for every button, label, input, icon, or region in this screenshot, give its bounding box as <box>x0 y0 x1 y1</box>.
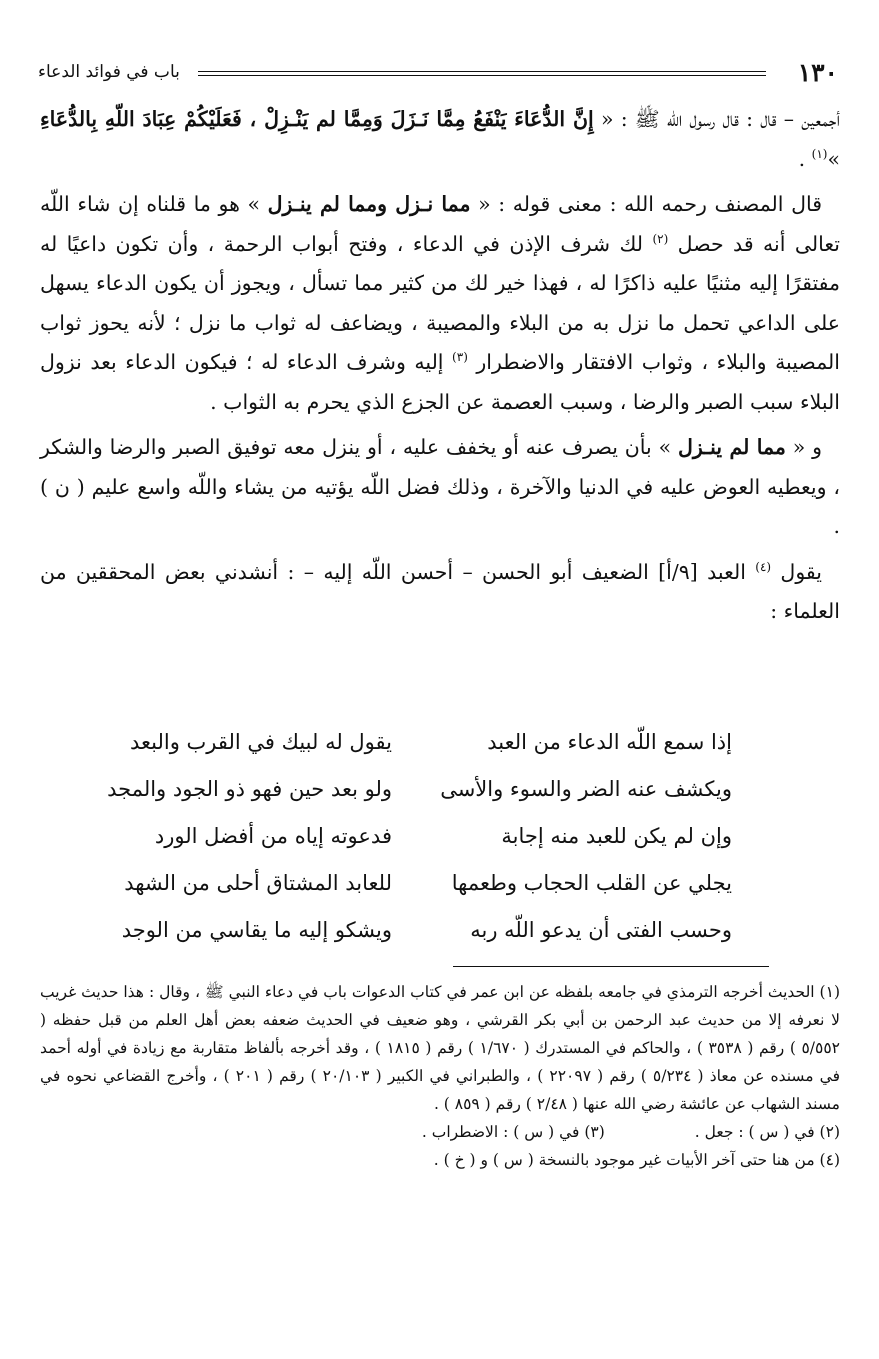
commentary-text-2: لك شرف الإذن في الدعاء ، وفتح أبواب الرحمة ، وأن تكون داعيًا له مفتقرًا إليه مثنيًا عليه ذاكرًا له ، فهذا خير لك من كثير مما تسأل ، ويجوز أن يكون الدعاء يسهل على الداعي تحمل ما نزل به من البلاء والمصيبة ، ويضاعف له ثواب ما نزل ؛ لأنه يحوز ثواب المصيبة والبلاء ، وثواب الافتقار والاضطرار <box>40 231 840 374</box>
footnote-row <box>40 1118 840 1146</box>
verse-second-half: ولو بعد حين فهو ذو الجود والمجد <box>107 777 392 801</box>
quoted-phrase: مما نـزل ومما لم ينـزل <box>267 192 471 216</box>
footnote-ref-2[interactable]: (٢) <box>652 231 669 246</box>
verse-first-half: يجلي عن القلب الحجاب وطعمها <box>451 871 732 895</box>
footnote-separator <box>453 966 769 967</box>
footnote-ref-4[interactable]: (٤) <box>755 559 772 574</box>
page-header <box>38 58 838 92</box>
verse-second-half: للعابد المشتاق أحلى من الشهد <box>124 871 392 895</box>
footnote-3: (٣) في ( س ) : الاضطراب . <box>421 1123 605 1141</box>
footnote-ref-1[interactable]: (١) <box>811 146 828 161</box>
verse-first-half: إذا سمع اللّه الدعاء من العبد <box>487 730 732 754</box>
main-text <box>40 100 840 632</box>
para4-lead: يقول <box>771 559 822 584</box>
poem-verse <box>72 769 732 816</box>
header-rule <box>198 71 766 76</box>
footnote-4: (٤) من هنا حتى آخر الأبيات غير موجود بالنسخة ( س ) و ( خ ) . <box>433 1151 840 1169</box>
poem-verse <box>72 722 732 769</box>
commentary-text-1: » هو ما قلناه إن شاء اللّه تعالى أنه قد حصل <box>40 192 841 256</box>
hadith-intro: أجمعين – قال : قال رسول اللّه ﷺ : « <box>593 107 840 131</box>
paragraph-commentary <box>40 185 840 422</box>
para4-text: العبد [٩/أ] الضعيف أبو الحسن – أحسن اللّه إليه – : أنشدني بعض المحققين من العلماء : <box>40 559 840 623</box>
footnote-1: (١) الحديث أخرجه الترمذي في جامعه بلفظه عن ابن عمر في كتاب الدعوات باب في دعاء النبي ﷺ ، وقال : هذا حديث غريب لا نعرفه إلا من حديث عبد الرحمن بن أبي بكر القرشي ، وهو ضعيف في الحديث ضعفه بعض أهل العلم من قبل حفظه ( ٥/٥٥٢ ) رقم ( ٣٥٣٨ ) ، والحاكم في المستدرك ( ١/٦٧٠ ) رقم ( ١٨١٥ ) ، وقد أخرجه بألفاظ متقاربة مع زيادة في أوله أحمد في مسنده عن معاذ ( ٥/٢٣٤ ) رقم ( ٢٢٠٩٧ ) ، والطبراني في الكبير ( ٢٠/١٠٣ ) رقم ( ٢٠١ ) ، وأخرج القضاعي نحوه في مسند الشهاب عن عائشة رضي الله عنها ( ٢/٤٨ ) رقم ( ٨٥٩ ) . <box>40 983 841 1113</box>
poem-verse <box>72 863 732 910</box>
quoted-phrase-2: مما لم ينـزل <box>677 435 786 459</box>
footnote-ref-3[interactable]: (٣) <box>452 350 468 365</box>
poem <box>72 722 732 957</box>
page-number: ١٣٠ <box>797 58 838 87</box>
poem-verse <box>72 816 732 863</box>
verse-second-half: ويشكو إليه ما يقاسي من الوجد <box>121 918 392 942</box>
hadith-text: إِنَّ الدُّعَاءَ يَنْفَعُ مِمَّا نَـزَلَ وَمِمَّا لم يَنْـزِلْ ، فَعَلَيْكُمْ عِبَادَ اللّهِ بِالدُّعَاءِ <box>40 107 594 131</box>
commentary-lead: قال المصنف رحمه الله : معنى قوله : « <box>470 192 823 216</box>
footnotes <box>40 978 840 1174</box>
running-title: باب في فوائد الدعاء <box>38 62 180 82</box>
para3-text: » بأن يصرف عنه أو يخفف عليه ، أو ينزل معه توفيق الصبر والرضا والشكر ، ويعطيه العوض عليه في الدنيا والآخرة ، وذلك فضل اللّه يؤتيه من يشاء واللّه واسع عليم ( ن ) . <box>40 435 840 538</box>
verse-first-half: وإن لم يكن للعبد منه إجابة <box>501 824 732 848</box>
paragraph-hadith <box>40 100 840 179</box>
verse-first-half: وحسب الفتى أن يدعو اللّه ربه <box>470 918 732 942</box>
paragraph-author <box>40 553 840 632</box>
verse-second-half: يقول له لبيك في القرب والبعد <box>130 730 392 754</box>
commentary-text-3: إليه وشرف الدعاء له ؛ فيكون الدعاء بعد نزول البلاء سبب الصبر والرضا ، وسبب العصمة عن الجزع الذي يحرم به الثواب . <box>40 350 840 414</box>
verse-first-half: ويكشف عنه الضر والسوء والأسى <box>440 777 732 801</box>
poem-verse <box>72 910 732 957</box>
para3-lead: و « <box>785 435 822 459</box>
footnote-2: (٢) في ( س ) : جعل . <box>694 1123 840 1141</box>
paragraph-end: . <box>798 146 812 171</box>
verse-second-half: فدعوته إياه من أفضل الورد <box>154 824 392 848</box>
paragraph-not-descended <box>40 428 840 547</box>
quote-close: » <box>827 146 840 171</box>
